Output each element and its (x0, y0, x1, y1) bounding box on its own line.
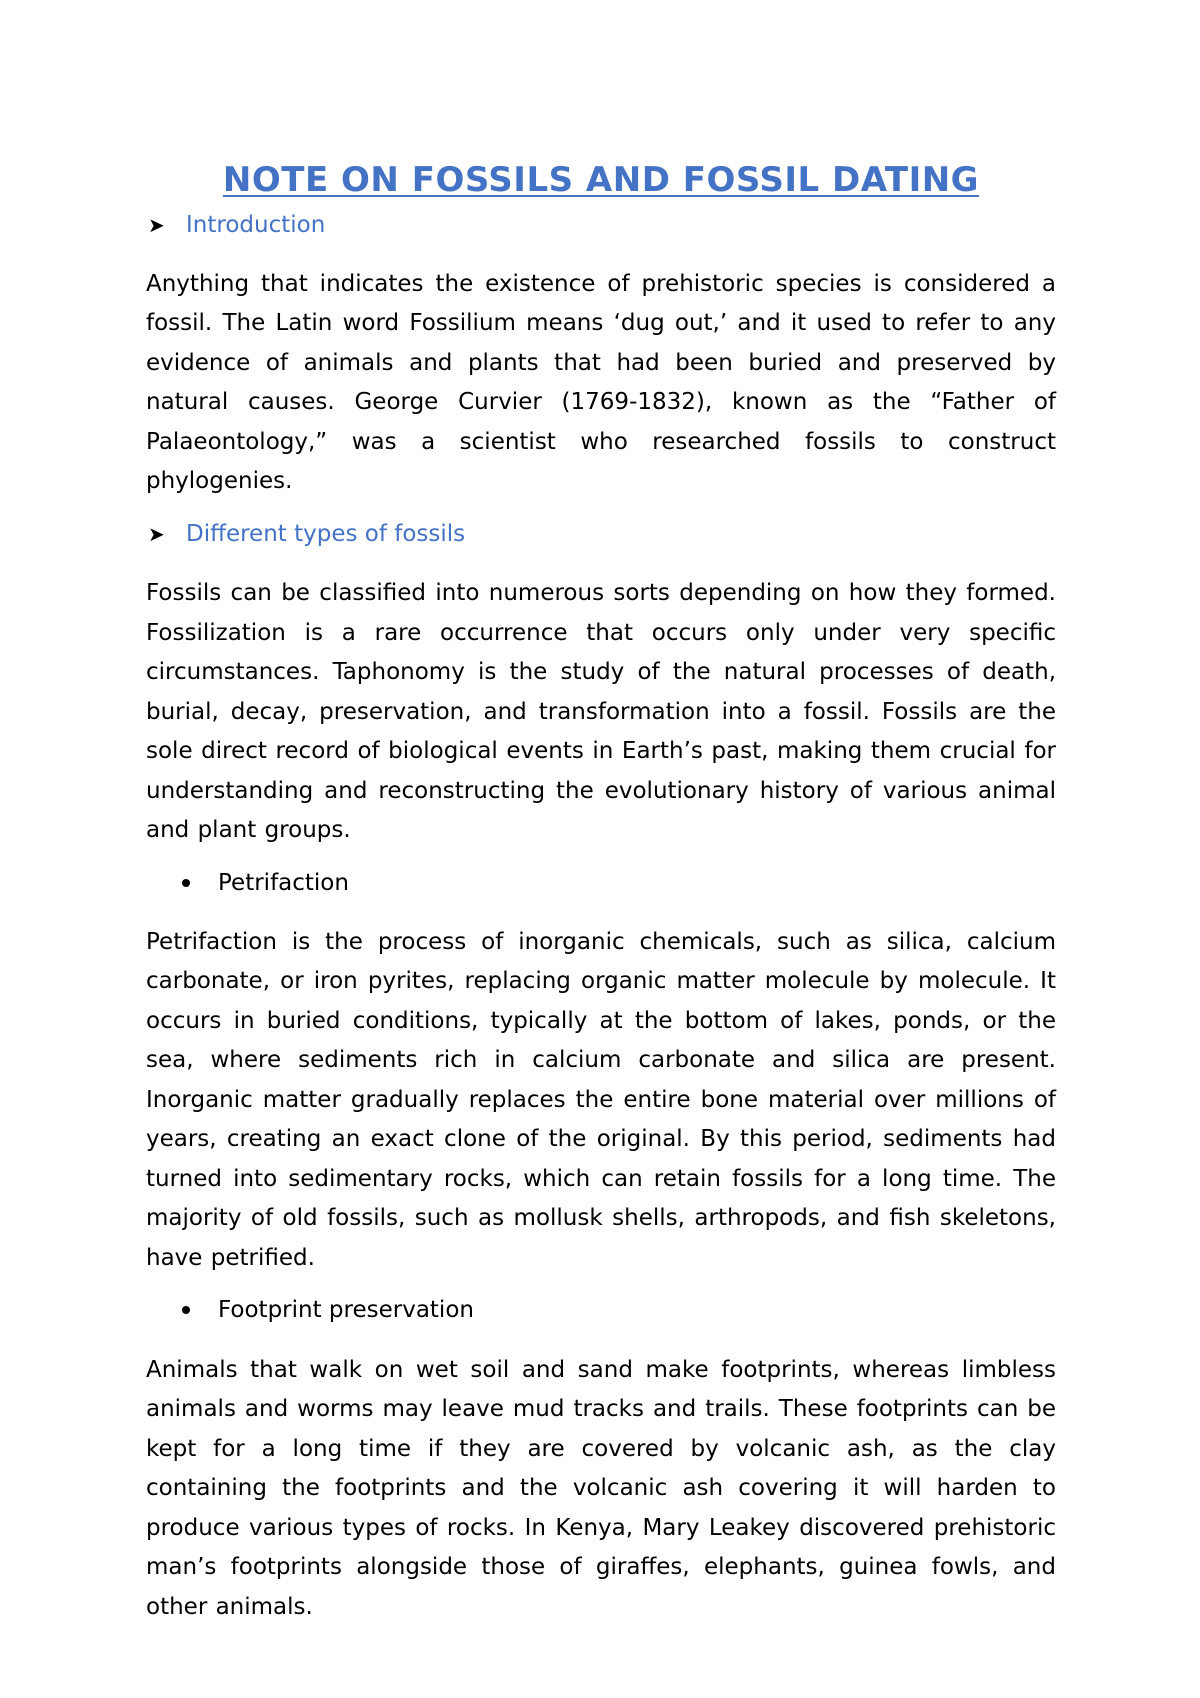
document-page (146, 160, 1056, 1643)
section-heading-introduction (146, 209, 1056, 241)
arrowhead-icon: ➤ (148, 522, 165, 547)
bullet-dot-icon (182, 879, 190, 887)
arrowhead-icon: ➤ (148, 212, 165, 237)
subsection-heading-petrifaction (182, 867, 1056, 899)
section-heading-label: Introduction (186, 211, 326, 238)
subsection-heading-label: Footprint preservation (218, 1297, 474, 1324)
document-title: NOTE ON FOSSILS AND FOSSIL DATING (222, 160, 980, 200)
subsection-heading-label: Petrifaction (218, 869, 349, 896)
section-heading-types (146, 518, 1056, 550)
petrifaction-paragraph: Petrifaction is the process of inorganic chemicals, such as silica, calcium carbonate, or iron pyrites, replacing organic matter molecule by molecule. It occurs in buried conditions, typically at the bottom of lakes, ponds, or the sea, where sediments rich in calcium carbonate and silica are present. Inorganic matter gradually replaces the entire bone material over millions of years, creating an exact clone of the original. By this period, sediments had turned into sedimentary rocks, which can retain fossils for a long time. The majority of old fossils, such as mollusk shells, arthropods, and fish skeletons, have petrified. (146, 928, 1056, 1271)
footprint-paragraph: Animals that walk on wet soil and sand make footprints, whereas limbless animals and worms may leave mud tracks and trails. These footprints can be kept for a long time if they are covered by volcanic ash, as the clay containing the footprints and the volcanic ash covering it will harden to produce various types of rocks. In Kenya, Mary Leakey discovered prehistoric man’s footprints alongside those of giraffes, elephants, guinea fowls, and other animals. (146, 1356, 1056, 1620)
subsection-heading-footprint (182, 1294, 1056, 1326)
bullet-dot-icon (182, 1306, 190, 1314)
section-heading-label: Different types of fossils (186, 520, 466, 547)
types-paragraph: Fossils can be classified into numerous sorts depending on how they formed. Fossilization is a rare occurrence that occurs only under very specific circumstances. Taphonomy is the study of the natural processes of death, burial, decay, preservation, and transformation into a fossil. Fossils are the sole direct record of biological events in Earth’s past, making them crucial for understanding and reconstructing the evolutionary history of various animal and plant groups. (146, 580, 1056, 844)
introduction-paragraph: Anything that indicates the existence of prehistoric species is considered a fossil. The Latin word Fossilium means ‘dug out,’ and it used to refer to any evidence of animals and plants that had been buried and preserved by natural causes. George Curvier (1769-1832), known as the “Father of Palaeontology,” was a scientist who researched fossils to construct phylogenies. (146, 270, 1056, 495)
